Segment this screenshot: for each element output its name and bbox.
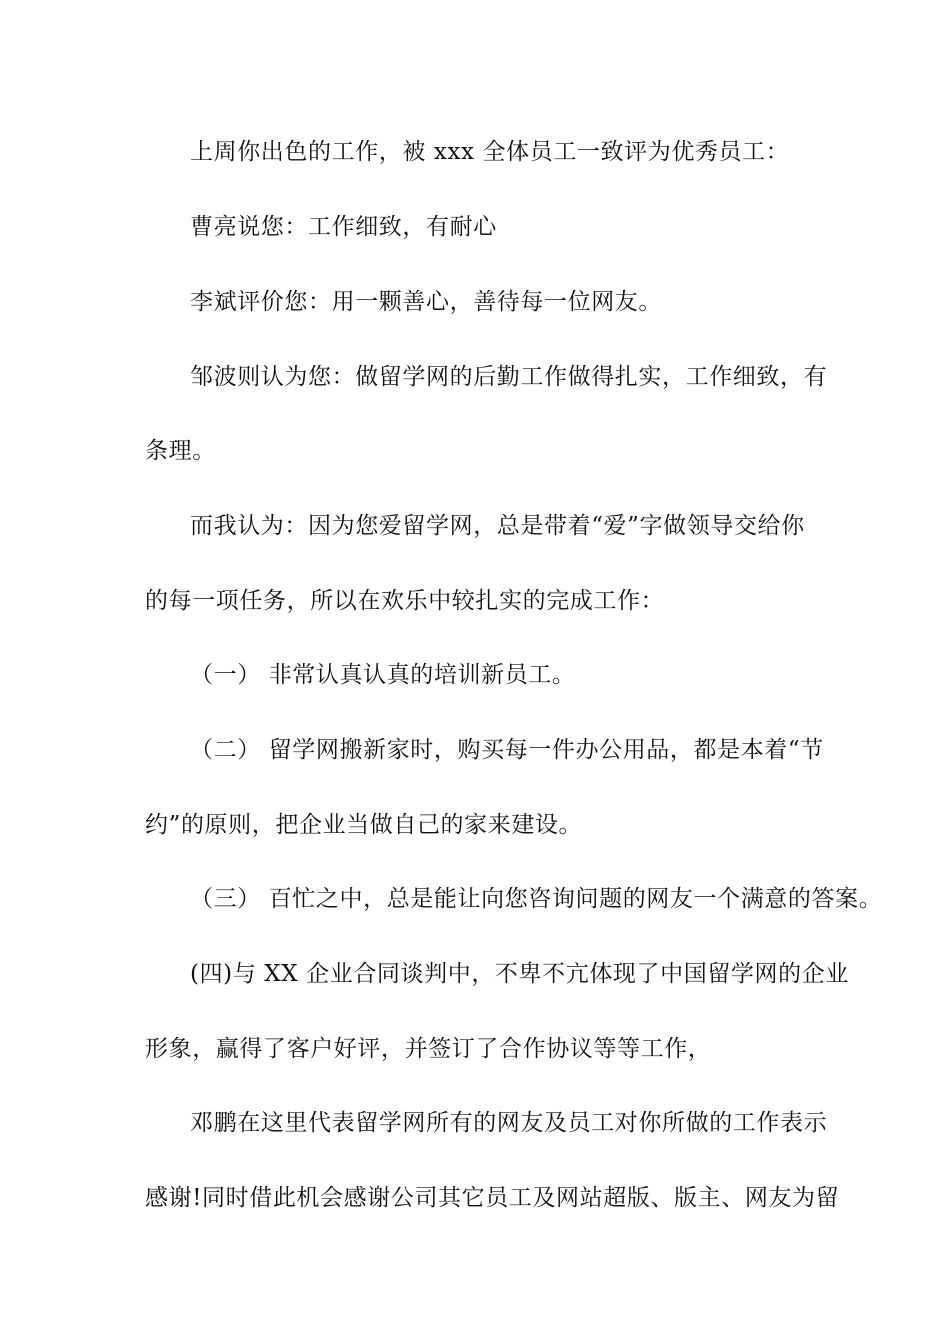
paragraph-line: 约”的原则，把企业当做自己的家来建设。 (145, 812, 583, 838)
paragraph-line: 条理。 (145, 438, 216, 464)
paragraph-line: 邹波则认为您：做留学网的后勤工作做得扎实，工作细致，有 (190, 364, 828, 390)
paragraph-line: 上周你出色的工作，被 xxx 全体员工一致评为优秀员工： (190, 139, 790, 165)
paragraph-line: 而我认为：因为您爱留学网，总是带着“爱”字做领导交给你 (190, 513, 805, 539)
paragraph-line: 形象，赢得了客户好评，并签订了合作协议等等工作， (145, 1036, 712, 1062)
paragraph-line: 的每一项任务，所以在欢乐中较扎实的完成工作： (145, 588, 665, 614)
paragraph-line: 感谢!同时借此机会感谢公司其它员工及网站超版、版主、网友为留 (145, 1185, 840, 1211)
paragraph-line: 李斌评价您：用一颗善心，善待每一位网友。 (190, 289, 662, 315)
paragraph-line: （三） 百忙之中，总是能让向您咨询问题的网友一个满意的答案。 (190, 886, 883, 912)
paragraph-line: （一） 非常认真认真的培训新员工。 (190, 662, 576, 688)
paragraph-line: (四)与 XX 企业合同谈判中，不卑不亢体现了中国留学网的企业 (190, 961, 849, 987)
paragraph-line: （二） 留学网搬新家时，购买每一件办公用品，都是本着“节 (190, 737, 824, 763)
paragraph-line: 邓鹏在这里代表留学网所有的网友及员工对你所做的工作表示 (190, 1110, 828, 1136)
paragraph-line: 曹亮说您：工作细致，有耐心 (190, 214, 497, 240)
